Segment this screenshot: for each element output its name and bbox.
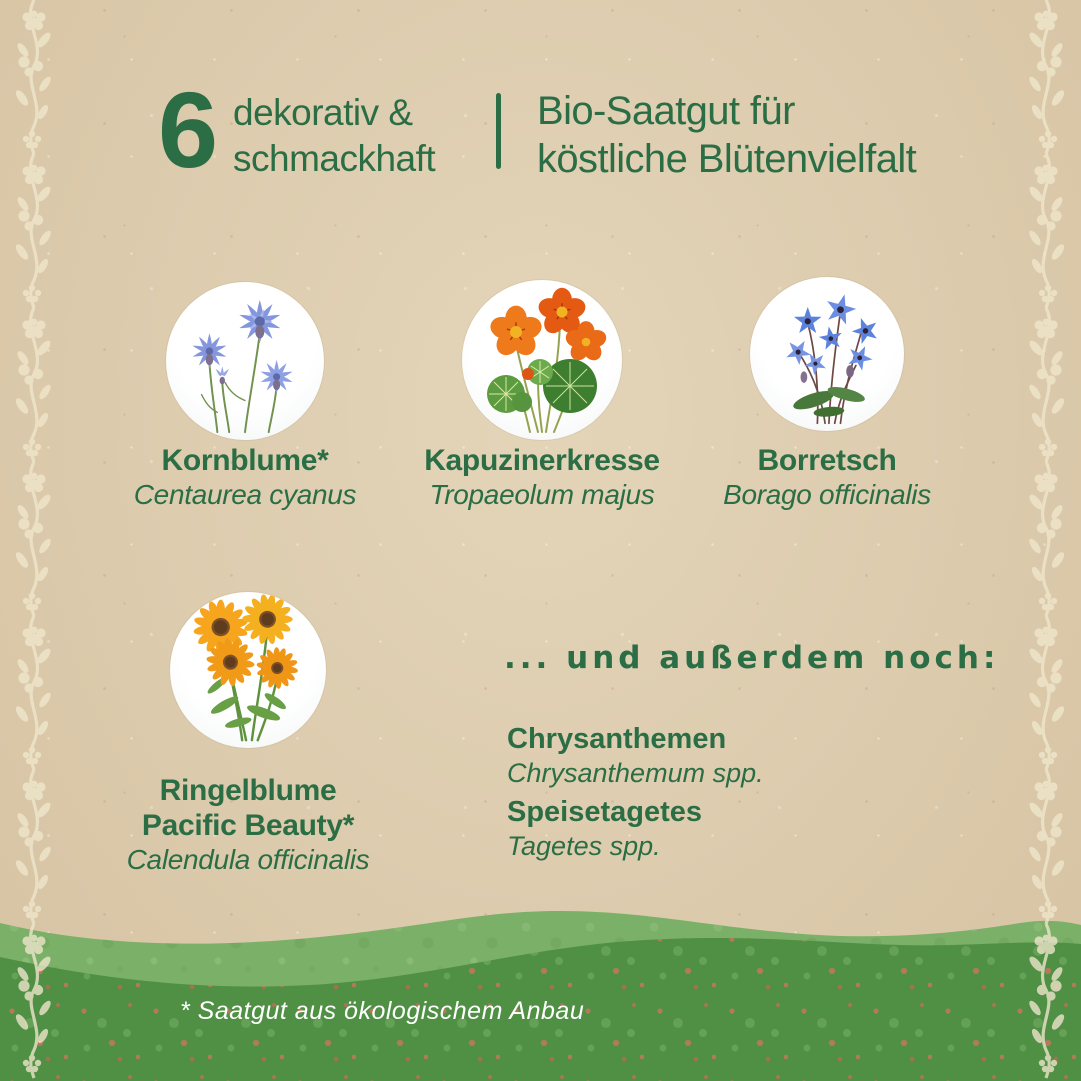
grass-wave-graphic	[0, 849, 1081, 1081]
tagline-line-2: schmackhaft	[233, 137, 436, 179]
tagline-line-1: dekorativ &	[233, 92, 413, 133]
flower-photo-circle	[750, 277, 904, 431]
flower-latin-name: Tropaeolum majus	[429, 479, 655, 510]
flower-photo-circle	[462, 280, 622, 440]
borage-illustration	[750, 277, 904, 431]
header	[0, 0, 1081, 220]
cornflower-illustration	[166, 282, 324, 440]
flower-latin-name: Borago officinalis	[723, 479, 931, 510]
flower-name: Kapuzinerkresse	[424, 444, 660, 477]
flower-name: Speisetagetes	[507, 796, 703, 828]
flower-latin-name: Tagetes spp.	[507, 831, 661, 861]
calendula-illustration	[170, 592, 326, 748]
page-title	[537, 87, 916, 183]
flower-label	[377, 443, 707, 511]
title-line-2: köstliche Blütenvielfalt	[537, 137, 917, 181]
flower-label	[80, 443, 410, 511]
organic-footnote: * Saatgut aus ökologischem Anbau	[180, 997, 585, 1025]
flower-name: Kornblume*	[161, 444, 329, 477]
flower-photo-circle	[166, 282, 324, 440]
flower-variety-name: Pacific Beauty*	[141, 809, 355, 842]
flower-latin-name: Chrysanthemum spp.	[507, 758, 764, 788]
title-line-1: Bio-Saatgut für	[537, 89, 795, 133]
tagline	[233, 90, 435, 182]
flower-latin-name: Calendula officinalis	[126, 844, 370, 875]
header-divider	[496, 93, 501, 169]
flower-photo-circle	[170, 592, 326, 748]
nasturtium-illustration	[462, 280, 622, 440]
flower-label	[662, 443, 992, 511]
additional-heading: ... und außerdem noch:	[504, 640, 1000, 676]
count-badge: 6	[158, 69, 215, 190]
flower-name: Ringelblume	[159, 774, 337, 807]
flower-latin-name: Centaurea cyanus	[133, 479, 357, 510]
flower-name: Borretsch	[757, 444, 897, 477]
additional-item	[507, 722, 764, 789]
flower-name: Chrysanthemen	[507, 723, 727, 755]
